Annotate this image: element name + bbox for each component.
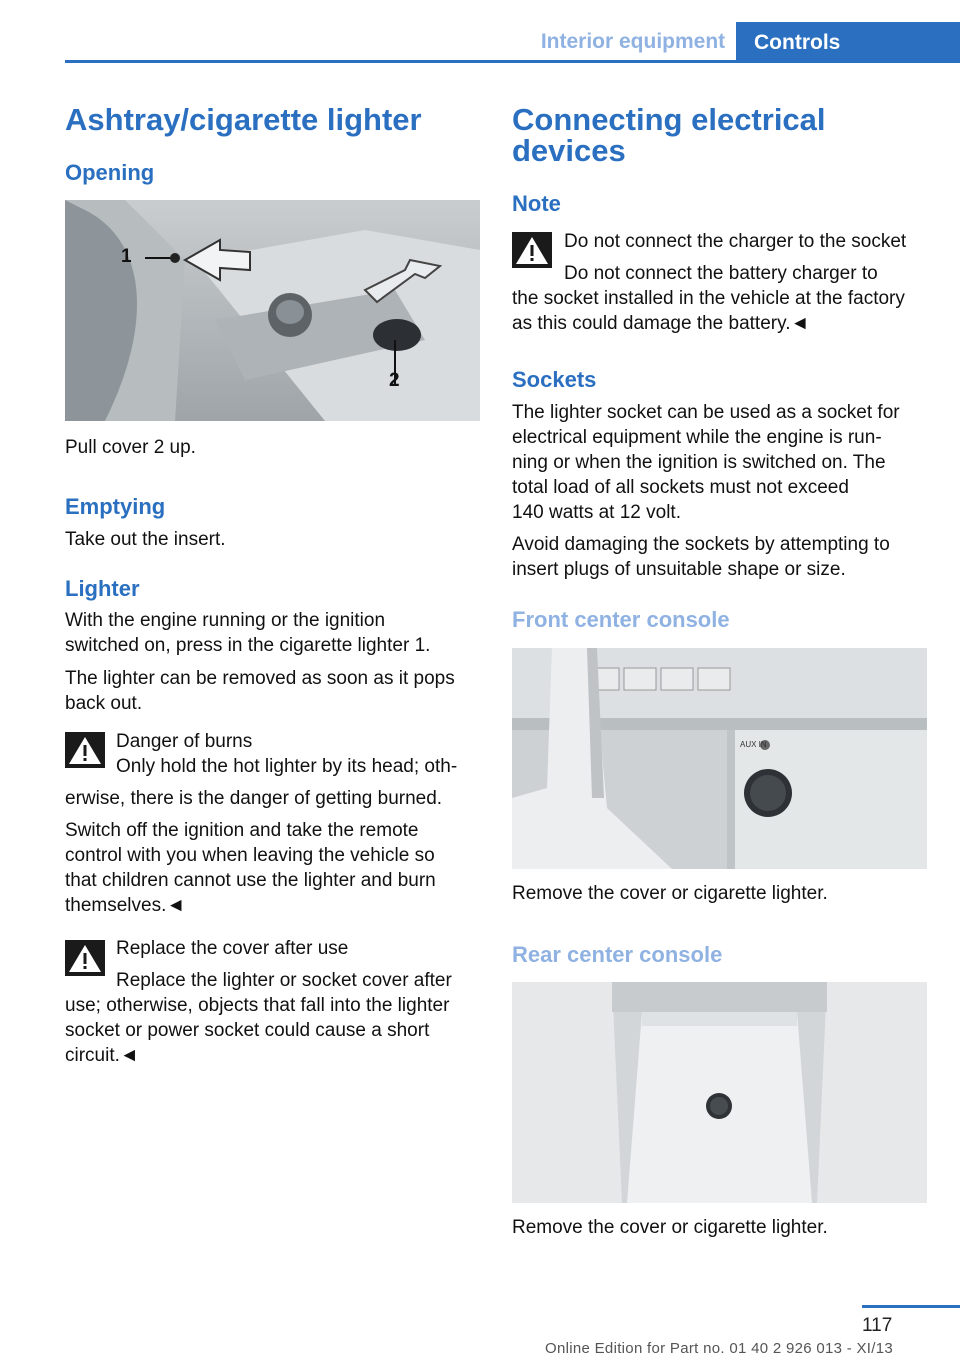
- lighter-text2-line-2: back out.: [65, 693, 143, 714]
- warning-icon: [512, 232, 552, 268]
- warning-cover-line-4: circuit.◄: [65, 1045, 139, 1066]
- warning-title-charger: Do not connect the charger to the socket: [564, 231, 907, 252]
- section-title-electrical-line-1: Connecting electrical: [512, 102, 826, 137]
- sockets-line-4: total load of all sockets must not exceed: [512, 477, 849, 498]
- heading-front-center-console: Front center console: [512, 607, 730, 632]
- warning-cover-line-1: Replace the lighter or socket cover after: [116, 970, 452, 991]
- lighter-text2-line-1: The lighter can be removed as soon as it pops: [65, 668, 455, 689]
- ashtray-lighter-illustration: [65, 200, 480, 421]
- warning-icon: [65, 732, 105, 768]
- sockets-line-2: electrical equipment while the engine is run‐: [512, 427, 882, 448]
- header-rule: [65, 60, 960, 63]
- edition-note: Online Edition for Part no. 01 40 2 926 013 - XI/13: [545, 1340, 894, 1357]
- footer-rule: [862, 1305, 960, 1308]
- heading-emptying: Emptying: [65, 494, 166, 519]
- warning-burns-line-2: erwise, there is the danger of getting burned.: [65, 788, 443, 809]
- heading-note: Note: [512, 191, 561, 216]
- warning-title-burns: Danger of burns: [116, 731, 253, 752]
- warning-title-replace-cover: Replace the cover after use: [116, 938, 349, 959]
- lighter-text-line-2: switched on, press in the cigarette lighter 1.: [65, 635, 431, 656]
- warning-burns-p2-line-1: Switch off the ignition and take the remote: [65, 820, 419, 841]
- warning-charger-line-1: Do not connect the battery charger to: [564, 263, 878, 284]
- callout-1-lighter: 1: [121, 246, 132, 267]
- warning-cover-line-3: socket or power socket could cause a short: [65, 1020, 430, 1041]
- section-title-ashtray: Ashtray/cigarette lighter: [65, 102, 422, 137]
- sockets-line-3: ning or when the ignition is switched on. The: [512, 452, 886, 473]
- heading-lighter: Lighter: [65, 576, 140, 601]
- page-number: 117: [862, 1315, 893, 1336]
- opening-text: Pull cover 2 up.: [65, 437, 196, 458]
- warning-burns-p2-line-3: that children cannot use the lighter and burn: [65, 870, 436, 891]
- warning-burns-line-1: Only hold the hot lighter by its head; oth‐: [116, 756, 458, 777]
- warning-burns-p2-line-4: themselves.◄: [65, 895, 186, 916]
- warning-cover-line-2: use; otherwise, objects that fall into the lighter: [65, 995, 450, 1016]
- sockets-p2-line-2: insert plugs of unsuitable shape or size.: [512, 559, 846, 580]
- warning-icon: [65, 940, 105, 976]
- aux-in-label: AUX IN: [740, 740, 767, 749]
- rear-console-photo: [512, 982, 927, 1203]
- sockets-line-5: 140 watts at 12 volt.: [512, 502, 681, 523]
- rear-console-text: Remove the cover or cigarette lighter.: [512, 1217, 828, 1238]
- heading-sockets: Sockets: [512, 367, 597, 392]
- heading-rear-center-console: Rear center console: [512, 942, 723, 967]
- emptying-text: Take out the insert.: [65, 529, 226, 550]
- sockets-p2-line-1: Avoid damaging the sockets by attempting to: [512, 534, 890, 555]
- front-console-text: Remove the cover or cigarette lighter.: [512, 883, 828, 904]
- warning-charger-line-3: as this could damage the battery.◄: [512, 313, 810, 334]
- heading-opening: Opening: [65, 160, 155, 185]
- callout-2-cover: 2: [389, 370, 400, 391]
- lighter-text-line-1: With the engine running or the ignition: [65, 610, 386, 631]
- warning-charger-line-2: the socket installed in the vehicle at the factory: [512, 288, 905, 309]
- warning-burns-p2-line-2: control with you when leaving the vehicle so: [65, 845, 435, 866]
- front-console-illustration: [512, 648, 927, 869]
- front-console-photo: [512, 648, 927, 869]
- section-tab-interior-equipment[interactable]: Interior equipment: [540, 30, 726, 53]
- section-title-electrical-line-2: devices: [512, 133, 626, 168]
- ashtray-lighter-photo: [65, 200, 480, 421]
- rear-console-illustration: [512, 982, 927, 1203]
- sockets-line-1: The lighter socket can be used as a socket for: [512, 402, 900, 423]
- section-tab-controls[interactable]: Controls: [736, 22, 960, 63]
